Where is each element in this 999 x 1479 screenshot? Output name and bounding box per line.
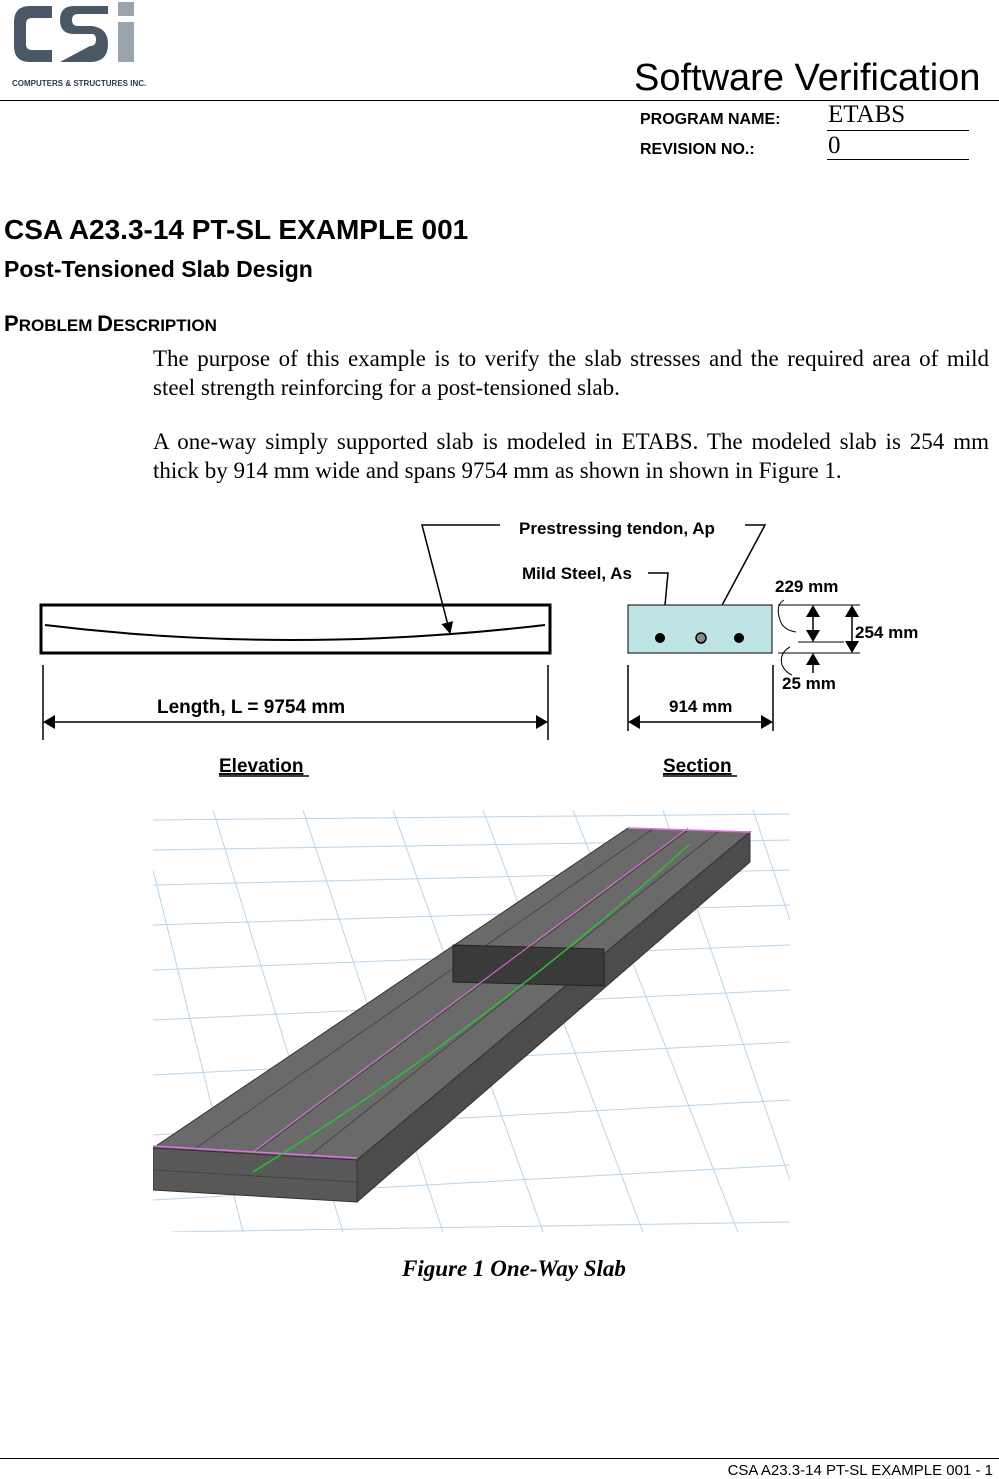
paragraph-purpose: The purpose of this example is to verify the slab stresses and the required area of mild steel strength reinforcing for a post-tensioned slab. xyxy=(153,346,989,400)
tendon-dot xyxy=(696,633,706,643)
dim-254-arrow-down xyxy=(845,641,859,653)
width-arrow-left xyxy=(628,715,640,729)
heading-cap-p: P xyxy=(4,311,19,336)
figure-caption: Figure 1 One-Way Slab xyxy=(402,1256,626,1281)
slab-3d-view xyxy=(153,810,790,1232)
dim-229-label: 229 mm xyxy=(775,577,839,596)
dim-254-label: 254 mm xyxy=(855,623,919,642)
slab-diagram xyxy=(0,505,999,790)
elevation-label: Elevation xyxy=(219,756,304,777)
dim-229-arrow-up xyxy=(806,605,820,617)
logo-caption: COMPUTERS & STRUCTURES INC. xyxy=(12,79,147,88)
dim-229-arrow-down xyxy=(806,630,820,642)
page-subtitle: Post-Tensioned Slab Design xyxy=(4,256,313,282)
page-title: CSA A23.3-14 PT-SL EXAMPLE 001 xyxy=(4,214,469,245)
revision-value: 0 xyxy=(828,132,841,159)
document-type: Software Verification xyxy=(634,57,981,99)
footer-text: CSA A23.3-14 PT-SL EXAMPLE 001 - 1 xyxy=(727,1462,993,1479)
width-label: 914 mm xyxy=(669,697,733,716)
heading-cap-d: D xyxy=(97,311,113,336)
mild-steel-bar-left xyxy=(655,633,665,643)
program-name-value: ETABS xyxy=(828,101,906,128)
length-arrow-left xyxy=(43,715,55,729)
revision-label: REVISION NO.: xyxy=(640,141,755,158)
width-arrow-right xyxy=(761,715,773,729)
mild-steel-label: Mild Steel, As xyxy=(522,564,632,583)
dim-254-arrow-up xyxy=(845,605,859,617)
dim-25-label: 25 mm xyxy=(782,674,836,693)
dim-25-arrow-up xyxy=(806,653,820,665)
dim-25-bracket xyxy=(781,647,792,675)
mild-steel-bar-right xyxy=(734,633,744,643)
length-label: Length, L = 9754 mm xyxy=(157,697,346,718)
csi-logo xyxy=(8,0,147,92)
section-slab xyxy=(628,605,772,653)
heading-rest-1: ROBLEM xyxy=(18,316,98,335)
program-name-underline xyxy=(827,130,969,131)
footer-rule xyxy=(0,1458,999,1459)
revision-underline xyxy=(827,159,969,160)
paragraph-model: A one-way simply supported slab is modeled in ETABS. The modeled slab is 254 mm thick by 914 mm wide and spans 9754 mm as shown in shown in Figure 1. xyxy=(153,429,989,483)
program-name-label: PROGRAM NAME: xyxy=(640,111,781,128)
tendon-label: Prestressing tendon, Ap xyxy=(519,519,715,538)
elevation-slab xyxy=(41,605,550,653)
section-heading xyxy=(4,311,217,337)
length-arrow-right xyxy=(536,715,548,729)
heading-rest-2: ESCRIPTION xyxy=(112,316,217,335)
section-label: Section xyxy=(663,756,732,777)
